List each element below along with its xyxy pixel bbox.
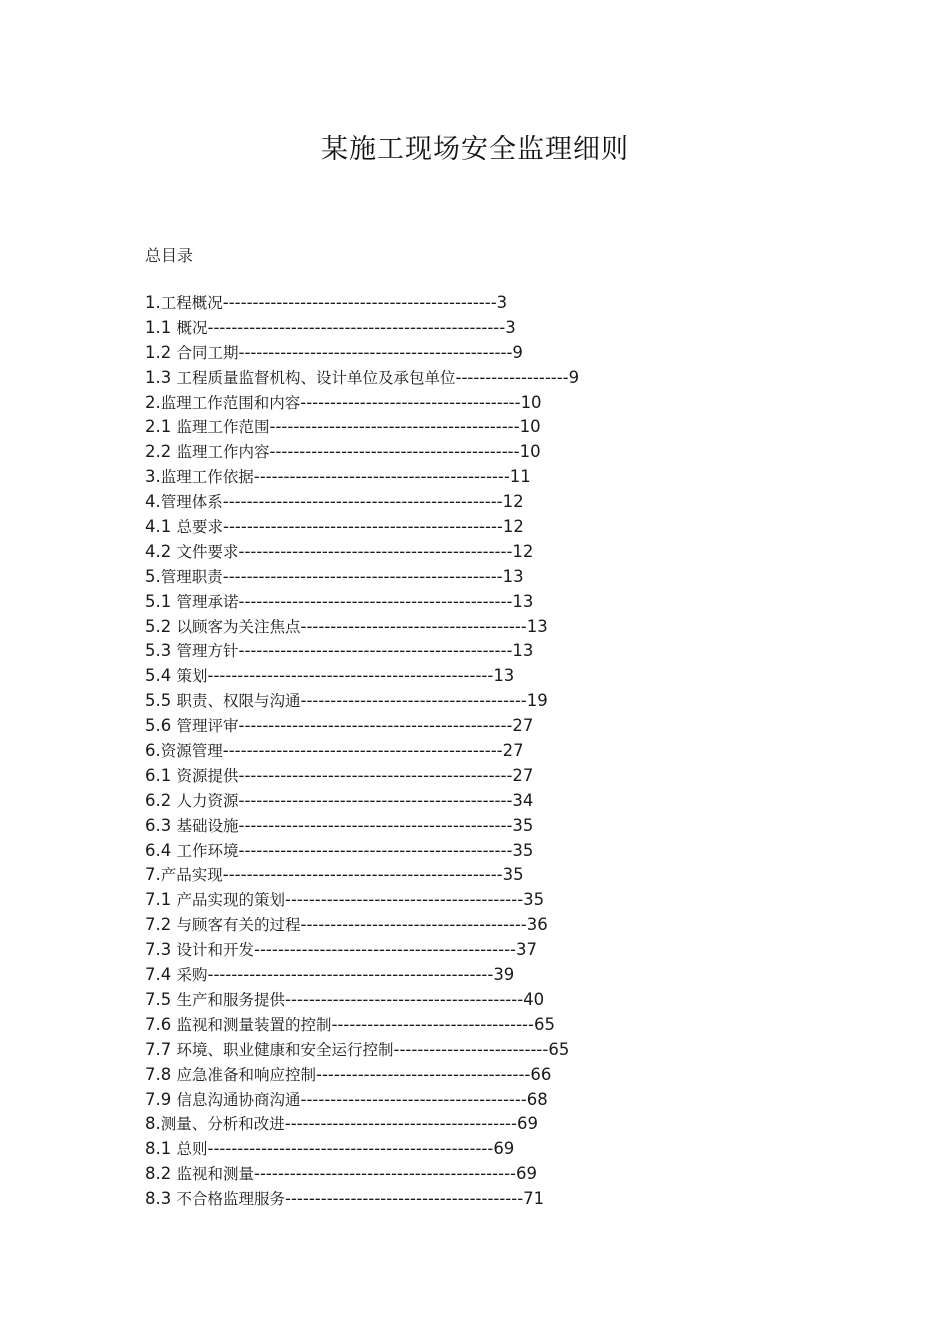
toc-entry-leader: ---------------------------------------------- bbox=[238, 591, 513, 611]
toc-entry-leader: ---------------------------------- bbox=[331, 1014, 534, 1034]
document-title: 某施工现场安全监理细则 bbox=[321, 134, 629, 165]
toc-entry bbox=[145, 1162, 845, 1187]
toc-entry-title: 测量、分析和改进 bbox=[160, 1115, 285, 1134]
toc-entry-number: 1.1 bbox=[145, 317, 177, 337]
toc-entry bbox=[145, 888, 845, 913]
toc-entry-page: 13 bbox=[526, 616, 548, 636]
toc-entry-leader: ------------------------------------- bbox=[300, 392, 521, 412]
toc-entry-title: 监理工作内容 bbox=[176, 443, 270, 462]
toc-entry-number: 2.1 bbox=[145, 417, 177, 437]
toc-entry bbox=[145, 1187, 845, 1212]
toc-entry-page: 69 bbox=[493, 1139, 515, 1159]
toc-entry-leader: ---------------------------------------------- bbox=[238, 840, 513, 860]
toc-entry-number: 7.6 bbox=[145, 1014, 177, 1034]
toc-entry-title: 合同工期 bbox=[176, 343, 239, 362]
toc-entry-page: 39 bbox=[493, 965, 515, 985]
toc-entry bbox=[145, 988, 845, 1013]
toc-entry-page: 27 bbox=[512, 716, 534, 736]
toc-entry bbox=[145, 938, 845, 963]
toc-entry-number: 4.2 bbox=[145, 541, 177, 561]
toc-entry-leader: -------------------------------------------- bbox=[254, 940, 516, 960]
toc-entry bbox=[145, 739, 845, 764]
toc-entry-number: 7.4 bbox=[145, 965, 177, 985]
toc-entry-number: 7.9 bbox=[145, 1089, 177, 1109]
toc-entry-title: 资源提供 bbox=[176, 766, 239, 785]
toc-entry bbox=[145, 1112, 845, 1137]
toc-entry-title: 文件要求 bbox=[176, 542, 239, 561]
toc-entry-title: 产品实现 bbox=[160, 866, 223, 885]
toc-entry bbox=[145, 1038, 845, 1063]
toc-entry-number: 5.2 bbox=[145, 616, 177, 636]
toc-entry-number: 7.8 bbox=[145, 1064, 177, 1084]
table-of-contents bbox=[145, 291, 845, 1212]
toc-entry-number: 6. bbox=[145, 741, 161, 761]
toc-entry-title: 管理承诺 bbox=[176, 592, 239, 611]
toc-entry-title: 管理评审 bbox=[176, 717, 239, 736]
toc-entry bbox=[145, 664, 845, 689]
toc-entry-title: 工程概况 bbox=[160, 294, 223, 312]
toc-entry bbox=[145, 1013, 845, 1038]
toc-entry-title: 管理方针 bbox=[176, 642, 239, 661]
toc-entry-leader: ------------------------------------------------ bbox=[207, 666, 494, 686]
toc-entry-leader: ------------------------------------------- bbox=[253, 467, 510, 487]
toc-entry-page: 9 bbox=[568, 367, 580, 387]
toc-entry-leader: ----------------------------------------------- bbox=[223, 517, 503, 537]
toc-entry-leader: ---------------------------------------- bbox=[285, 890, 524, 910]
toc-entry-leader: ------------------------------------ bbox=[316, 1064, 531, 1084]
toc-heading: 总目录 bbox=[145, 246, 194, 265]
toc-entry-number: 5.3 bbox=[145, 641, 177, 661]
toc-entry-page: 68 bbox=[526, 1089, 548, 1109]
toc-entry-number: 5.1 bbox=[145, 591, 177, 611]
toc-entry-page: 71 bbox=[523, 1189, 545, 1209]
toc-entry-page: 10 bbox=[520, 392, 542, 412]
toc-entry-leader: ------------------- bbox=[455, 367, 569, 387]
toc-entry-page: 65 bbox=[533, 1014, 555, 1034]
toc-entry-title: 总要求 bbox=[176, 518, 224, 537]
toc-entry-leader: ---------------------------------------------- bbox=[238, 641, 513, 661]
toc-entry bbox=[145, 415, 845, 440]
toc-entry-number: 7.7 bbox=[145, 1039, 177, 1059]
toc-entry bbox=[145, 615, 845, 640]
toc-entry-title: 生产和服务提供 bbox=[176, 990, 286, 1009]
toc-entry-number: 8. bbox=[145, 1114, 161, 1134]
toc-entry-leader: ---------------------------------------------- bbox=[238, 790, 513, 810]
toc-entry-page: 10 bbox=[519, 442, 541, 462]
toc-entry-leader: -------------------------------------- bbox=[300, 691, 527, 711]
toc-entry bbox=[145, 1088, 845, 1113]
toc-entry-page: 13 bbox=[502, 566, 524, 586]
toc-entry bbox=[145, 863, 845, 888]
toc-entry-page: 66 bbox=[530, 1064, 552, 1084]
toc-entry-page: 40 bbox=[523, 989, 545, 1009]
toc-entry-title: 基础设施 bbox=[176, 816, 239, 835]
toc-entry-page: 3 bbox=[496, 293, 508, 312]
toc-entry-title: 应急准备和响应控制 bbox=[176, 1065, 317, 1084]
toc-entry-number: 3. bbox=[145, 467, 161, 487]
toc-entry-page: 69 bbox=[516, 1164, 537, 1184]
toc-entry-title: 设计和开发 bbox=[176, 941, 255, 960]
toc-entry-title: 工程质量监督机构、设计单位及承包单位 bbox=[176, 368, 456, 387]
toc-entry-number: 2. bbox=[145, 392, 161, 412]
toc-entry bbox=[145, 465, 845, 490]
toc-entry-leader: -------------------------------------------- bbox=[254, 1164, 516, 1184]
toc-entry-leader: ----------------------------------------------- bbox=[222, 865, 503, 885]
toc-entry-page: 3 bbox=[505, 317, 516, 337]
toc-entry-title: 监视和测量 bbox=[176, 1165, 255, 1184]
toc-entry-leader: ------------------------------------------ bbox=[269, 442, 520, 462]
toc-entry-number: 8.1 bbox=[145, 1139, 177, 1159]
toc-entry-title: 概况 bbox=[176, 318, 208, 337]
toc-entry-page: 9 bbox=[512, 342, 523, 362]
toc-entry-number: 2.2 bbox=[145, 442, 177, 462]
toc-entry-page: 13 bbox=[493, 666, 515, 686]
toc-entry-title: 资源管理 bbox=[160, 742, 223, 761]
toc-entry-leader: ---------------------------------------------- bbox=[238, 342, 513, 362]
toc-entry bbox=[145, 764, 845, 789]
toc-entry-page: 27 bbox=[512, 765, 534, 785]
toc-entry-title: 采购 bbox=[176, 966, 208, 985]
toc-entry bbox=[145, 913, 845, 938]
toc-entry-number: 6.2 bbox=[145, 790, 177, 810]
toc-entry-number: 4.1 bbox=[145, 517, 177, 537]
toc-entry-leader: ---------------------------------------------- bbox=[238, 541, 513, 561]
toc-entry-number: 7. bbox=[145, 865, 161, 885]
toc-entry-title: 与顾客有关的过程 bbox=[176, 916, 301, 935]
toc-entry-number: 1. bbox=[145, 293, 161, 312]
toc-entry-leader: ---------------------------------------- bbox=[285, 989, 524, 1009]
toc-entry-page: 10 bbox=[519, 417, 541, 437]
toc-entry-page: 12 bbox=[502, 517, 524, 537]
toc-entry-number: 7.3 bbox=[145, 940, 177, 960]
toc-entry-page: 35 bbox=[502, 865, 524, 885]
toc-entry-title: 监理工作范围 bbox=[176, 418, 270, 437]
toc-entry bbox=[145, 440, 845, 465]
toc-entry bbox=[145, 391, 845, 416]
toc-entry-page: 36 bbox=[526, 915, 548, 935]
toc-entry-page: 35 bbox=[523, 890, 545, 910]
toc-entry bbox=[145, 515, 845, 540]
toc-entry-page: 69 bbox=[516, 1114, 538, 1134]
toc-entry-leader: ----------------------------------------------- bbox=[222, 566, 503, 586]
toc-entry-number: 8.3 bbox=[145, 1189, 177, 1209]
toc-entry-leader: ---------------------------------------------- bbox=[238, 716, 513, 736]
toc-entry-page: 37 bbox=[516, 940, 537, 960]
toc-entry bbox=[145, 291, 845, 316]
toc-entry-leader: ----------------------------------------------- bbox=[222, 741, 503, 761]
toc-entry-leader: ---------------------------------------------- bbox=[238, 815, 513, 835]
toc-entry-number: 7.1 bbox=[145, 890, 177, 910]
toc-entry-leader: ------------------------------------------------ bbox=[207, 1139, 494, 1159]
toc-entry-number: 5.6 bbox=[145, 716, 177, 736]
toc-entry bbox=[145, 963, 845, 988]
toc-entry-leader: ------------------------------------------ bbox=[269, 417, 520, 437]
toc-entry-title: 管理职责 bbox=[160, 567, 223, 586]
toc-entry-page: 35 bbox=[512, 840, 534, 860]
toc-entry-title: 工作环境 bbox=[176, 841, 239, 860]
toc-entry-page: 65 bbox=[548, 1039, 570, 1059]
toc-entry bbox=[145, 490, 845, 515]
toc-entry bbox=[145, 789, 845, 814]
toc-entry bbox=[145, 1137, 845, 1162]
toc-entry bbox=[145, 714, 845, 739]
toc-entry-number: 5. bbox=[145, 566, 161, 586]
toc-entry-page: 13 bbox=[512, 641, 534, 661]
toc-entry-number: 5.5 bbox=[145, 691, 177, 711]
toc-entry-leader: ------------------------------------------------ bbox=[207, 965, 494, 985]
toc-entry bbox=[145, 540, 845, 565]
toc-entry-number: 6.1 bbox=[145, 765, 177, 785]
toc-entry-number: 7.2 bbox=[145, 915, 177, 935]
toc-entry-title: 产品实现的策划 bbox=[176, 891, 286, 910]
toc-entry-number: 7.5 bbox=[145, 989, 177, 1009]
toc-entry bbox=[145, 590, 845, 615]
toc-entry-page: 13 bbox=[512, 591, 534, 611]
toc-entry-title: 环境、职业健康和安全运行控制 bbox=[176, 1040, 394, 1059]
toc-entry bbox=[145, 839, 845, 864]
toc-entry-number: 6.4 bbox=[145, 840, 177, 860]
toc-entry-title: 监理工作范围和内容 bbox=[160, 393, 301, 412]
toc-entry-leader: -------------------------------------- bbox=[300, 616, 527, 636]
toc-entry-leader: -------------------------------------- bbox=[300, 915, 527, 935]
toc-entry-leader: -------------------------------------- bbox=[300, 1089, 527, 1109]
toc-entry-page: 35 bbox=[512, 815, 534, 835]
toc-entry-leader: ---------------------------------------------- bbox=[222, 293, 497, 312]
toc-entry-title: 监视和测量装置的控制 bbox=[176, 1015, 332, 1034]
toc-entry-leader: ---------------------------------------- bbox=[285, 1189, 524, 1209]
toc-entry-number: 6.3 bbox=[145, 815, 177, 835]
toc-entry-page: 11 bbox=[509, 467, 531, 487]
toc-entry-page: 34 bbox=[512, 790, 534, 810]
toc-entry bbox=[145, 689, 845, 714]
toc-entry-number: 4. bbox=[145, 492, 161, 512]
toc-entry-leader: ---------------------------------------------- bbox=[238, 765, 513, 785]
toc-entry-title: 人力资源 bbox=[176, 791, 239, 810]
toc-entry-title: 以顾客为关注焦点 bbox=[176, 617, 301, 636]
toc-entry bbox=[145, 814, 845, 839]
toc-entry-title: 不合格监理服务 bbox=[176, 1190, 286, 1209]
toc-entry-title: 监理工作依据 bbox=[160, 468, 254, 487]
toc-entry-leader: -------------------------- bbox=[393, 1039, 549, 1059]
toc-entry-page: 27 bbox=[502, 741, 524, 761]
toc-entry bbox=[145, 316, 845, 341]
toc-entry-page: 19 bbox=[526, 691, 548, 711]
toc-entry bbox=[145, 639, 845, 664]
toc-entry bbox=[145, 1063, 845, 1088]
toc-entry-leader: --------------------------------------- bbox=[284, 1114, 517, 1134]
toc-entry-page: 12 bbox=[502, 492, 524, 512]
toc-entry-number: 1.2 bbox=[145, 342, 177, 362]
toc-entry-page: 12 bbox=[512, 541, 534, 561]
toc-entry-title: 管理体系 bbox=[160, 493, 223, 512]
toc-entry-number: 5.4 bbox=[145, 666, 177, 686]
toc-entry-number: 1.3 bbox=[145, 367, 177, 387]
toc-entry bbox=[145, 341, 845, 366]
toc-entry-title: 总则 bbox=[176, 1140, 208, 1159]
toc-entry-number: 8.2 bbox=[145, 1164, 177, 1184]
toc-entry-leader: -------------------------------------------------- bbox=[207, 317, 506, 337]
toc-entry-title: 策划 bbox=[176, 667, 208, 686]
toc-entry bbox=[145, 565, 845, 590]
toc-entry bbox=[145, 366, 845, 391]
toc-entry-leader: ----------------------------------------------- bbox=[222, 492, 503, 512]
toc-entry-title: 职责、权限与沟通 bbox=[176, 692, 301, 711]
toc-entry-title: 信息沟通协商沟通 bbox=[176, 1090, 301, 1109]
